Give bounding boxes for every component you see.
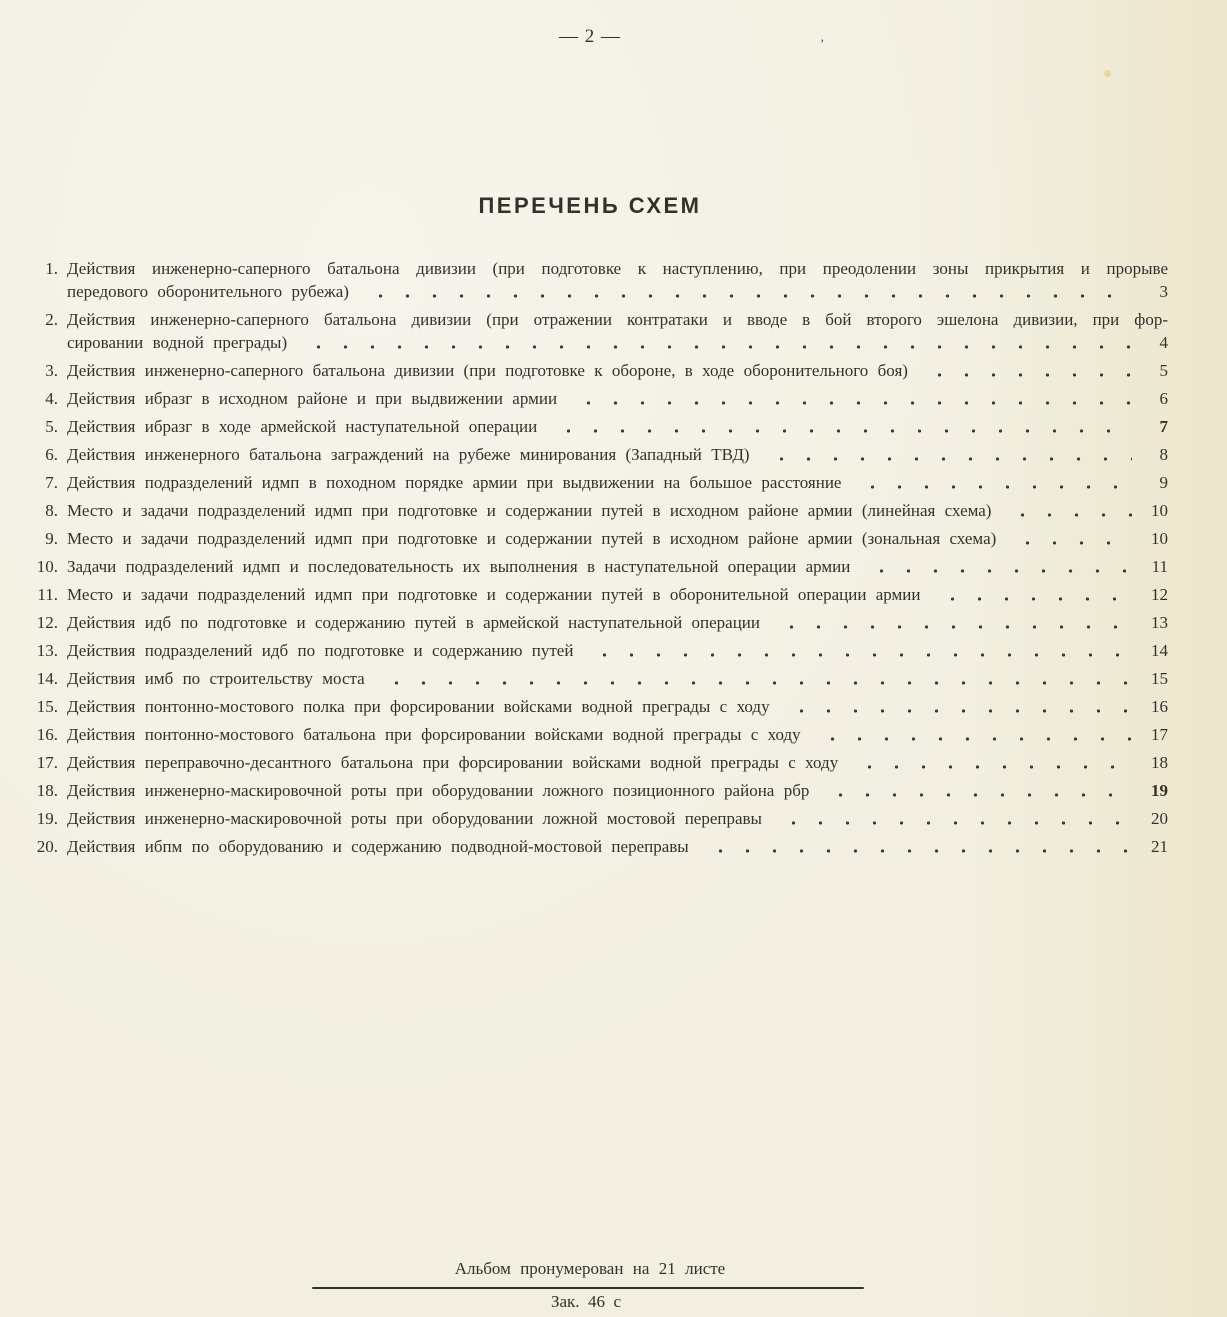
toc-entry-page: 10 xyxy=(1151,529,1168,548)
dot-leader xyxy=(772,611,1132,634)
toc-entry-text: Действия ибразг в ходе армейской наступательной операции xyxy=(67,417,538,436)
toc-entry-page: 4 xyxy=(1159,333,1168,352)
toc-entry-body xyxy=(67,695,1168,718)
dot-leader xyxy=(813,723,1132,746)
toc-entry-last-line xyxy=(67,835,1168,858)
toc-entry-page: 18 xyxy=(1151,753,1168,772)
toc-entry-page: 11 xyxy=(1151,557,1168,576)
dot-leader xyxy=(585,639,1132,662)
dot-leader xyxy=(1003,499,1132,522)
toc-entry-last-line xyxy=(67,611,1168,634)
dot-leader xyxy=(782,695,1132,718)
toc-entry-body xyxy=(67,639,1168,662)
toc-entry-text: Действия понтонно-мостового батальона при форсировании войсками водной преграды с ходу xyxy=(67,725,801,744)
toc-entry-page: 16 xyxy=(1151,697,1168,716)
toc-entry-last-line xyxy=(67,387,1168,410)
toc-entry-text: Действия инженерно-саперного батальона дивизии (при подготовке к обороне, в ходе оборонительного боя) xyxy=(67,361,908,380)
toc-entry-last-line xyxy=(67,280,1168,303)
toc-entry-text: Действия имб по строительству моста xyxy=(67,669,365,688)
toc-entry-page: 21 xyxy=(1151,837,1168,856)
toc-entry-page: 10 xyxy=(1151,501,1168,520)
dot-leader xyxy=(762,443,1132,466)
toc-entry xyxy=(28,257,1168,303)
toc-entry-page: 8 xyxy=(1159,445,1168,464)
toc-entry xyxy=(28,611,1168,634)
toc-entry-last-line xyxy=(67,359,1168,382)
toc-entry-page: 17 xyxy=(1151,725,1168,744)
toc-entry-last-line xyxy=(67,415,1168,438)
toc-entry-last-line xyxy=(67,443,1168,466)
toc-entry-body xyxy=(67,443,1168,466)
toc-entry-last-line xyxy=(67,471,1168,494)
toc-entry xyxy=(28,527,1168,550)
toc-entry xyxy=(28,667,1168,690)
toc-entry-number: 18. xyxy=(36,781,58,800)
toc-entry-body xyxy=(67,387,1168,410)
toc-entry-last-line xyxy=(67,331,1168,354)
toc-entry-last-line xyxy=(67,667,1168,690)
toc-entry-number: 11. xyxy=(37,585,58,604)
scan-stain xyxy=(1104,70,1111,77)
toc-entry-text-first-line: Действия инженерно-саперного батальона дивизии (при отражении контратаки и вводе в бой второго эшелона дивизии, при фор- xyxy=(67,310,1168,329)
toc-entry-text: Задачи подразделений идмп и последовательность их выполнения в наступательной операции армии xyxy=(67,557,851,576)
toc-entry-text: сировании водной преграды) xyxy=(67,333,288,352)
toc-entry-page: 15 xyxy=(1151,669,1168,688)
footer-note: Альбом пронумерован на 21 листе xyxy=(454,1259,726,1278)
toc-entry-body xyxy=(67,471,1168,494)
toc-entry xyxy=(28,359,1168,382)
toc-entry-page: 14 xyxy=(1151,641,1168,660)
toc-entry-page: 12 xyxy=(1151,585,1168,604)
dot-leader xyxy=(821,779,1132,802)
dot-leader xyxy=(549,415,1132,438)
toc-entry-number: 8. xyxy=(45,501,58,520)
toc-entry-body xyxy=(67,779,1168,802)
toc-entry-text: Действия подразделений идб по подготовке и содержанию путей xyxy=(67,641,574,660)
toc-entry-number: 2. xyxy=(45,310,58,329)
toc-entry-page: 5 xyxy=(1159,361,1168,380)
toc-entry-text: Действия инженерного батальона заграждений на рубеже минирования (Западный ТВД) xyxy=(67,445,750,464)
toc-entry-body xyxy=(67,583,1168,606)
toc-entry xyxy=(28,779,1168,802)
toc-entry-body xyxy=(67,667,1168,690)
toc-entry xyxy=(28,583,1168,606)
toc-entry-page: 7 xyxy=(1159,417,1168,436)
toc-entry-body xyxy=(67,527,1168,550)
toc-entry-number: 6. xyxy=(45,445,58,464)
toc-entry-number: 4. xyxy=(45,389,58,408)
toc-entry-page: 6 xyxy=(1159,389,1168,408)
toc-entry-text: Действия ибразг в исходном районе и при выдвижении армии xyxy=(67,389,558,408)
toc-entry xyxy=(28,308,1168,354)
toc-entry xyxy=(28,387,1168,410)
dot-leader xyxy=(361,280,1132,303)
footer-print-code: Зак. 46 с xyxy=(550,1292,622,1311)
dot-leader xyxy=(920,359,1132,382)
dot-leader xyxy=(933,583,1132,606)
toc-entry-last-line xyxy=(67,499,1168,522)
toc-entry-body xyxy=(67,611,1168,634)
toc-entry-page: 9 xyxy=(1159,473,1168,492)
toc-entry xyxy=(28,695,1168,718)
toc-entry-page: 20 xyxy=(1151,809,1168,828)
toc-entry-page: 3 xyxy=(1159,282,1168,301)
toc-entry xyxy=(28,555,1168,578)
toc-entry-number: 20. xyxy=(36,837,58,856)
dot-leader xyxy=(1008,527,1132,550)
toc-entry-text: Действия идб по подготовке и содержанию путей в армейской наступательной операции xyxy=(67,613,760,632)
toc-entry-last-line xyxy=(67,583,1168,606)
toc-entry xyxy=(28,499,1168,522)
toc-entry-body xyxy=(67,308,1168,354)
toc-entry-body xyxy=(67,499,1168,522)
toc-entry xyxy=(28,639,1168,662)
toc-entry-number: 19. xyxy=(36,809,58,828)
dot-leader xyxy=(853,471,1132,494)
toc-entry-body xyxy=(67,555,1168,578)
toc-entry-page: 19 xyxy=(1151,781,1168,800)
dot-leader xyxy=(862,555,1132,578)
toc-entry xyxy=(28,751,1168,774)
toc-entry-last-line xyxy=(67,723,1168,746)
toc-list xyxy=(28,257,1168,863)
toc-entry-last-line xyxy=(67,639,1168,662)
dot-leader xyxy=(774,807,1132,830)
dot-leader xyxy=(850,751,1132,774)
toc-entry-text: Место и задачи подразделений идмп при подготовке и содержании путей в исходном районе армии (зональная схема) xyxy=(67,529,997,548)
toc-entry-number: 1. xyxy=(45,259,58,278)
toc-entry-text: Действия подразделений идмп в походном порядке армии при выдвижении на большое расстояние xyxy=(67,473,842,492)
dot-leader xyxy=(377,667,1132,690)
toc-entry-page: 13 xyxy=(1151,613,1168,632)
toc-entry-number: 14. xyxy=(36,669,58,688)
toc-entry-body xyxy=(67,257,1168,303)
dot-leader xyxy=(701,835,1132,858)
toc-entry-text: Действия ибпм по оборудованию и содержанию подводной-мостовой переправы xyxy=(67,837,689,856)
toc-entry-number: 10. xyxy=(36,557,58,576)
dot-leader xyxy=(299,331,1132,354)
toc-entry-number: 9. xyxy=(45,529,58,548)
dot-leader xyxy=(569,387,1132,410)
toc-entry-last-line xyxy=(67,555,1168,578)
toc-entry-last-line xyxy=(67,751,1168,774)
toc-entry-text: Действия понтонно-мостового полка при форсировании войсками водной преграды с ходу xyxy=(67,697,770,716)
toc-entry-last-line xyxy=(67,807,1168,830)
toc-entry-text: Место и задачи подразделений идмп при подготовке и содержании путей в исходном районе армии (линейная схема) xyxy=(67,501,992,520)
toc-entry-last-line xyxy=(67,695,1168,718)
toc-entry-last-line xyxy=(67,779,1168,802)
toc-entry xyxy=(28,723,1168,746)
toc-entry-last-line xyxy=(67,527,1168,550)
toc-entry-text: Место и задачи подразделений идмп при подготовке и содержании путей в оборонительной операции армии xyxy=(67,585,921,604)
toc-entry-body xyxy=(67,359,1168,382)
toc-entry-text: Действия переправочно-десантного батальона при форсировании войсками водной преграды с ходу xyxy=(67,753,839,772)
toc-entry-body xyxy=(67,415,1168,438)
toc-entry-number: 3. xyxy=(45,361,58,380)
toc-entry-text: Действия инженерно-маскировочной роты при оборудовании ложной мостовой переправы xyxy=(67,809,762,828)
toc-entry-number: 13. xyxy=(36,641,58,660)
scan-speck: ’ xyxy=(820,36,825,51)
toc-entry xyxy=(28,415,1168,438)
toc-entry-text: Действия инженерно-маскировочной роты при оборудовании ложного позиционного района рбр xyxy=(67,781,810,800)
toc-entry xyxy=(28,443,1168,466)
toc-entry-number: 12. xyxy=(36,613,58,632)
toc-entry xyxy=(28,807,1168,830)
toc-entry-number: 15. xyxy=(36,697,58,716)
toc-entry-body xyxy=(67,723,1168,746)
toc-entry-body xyxy=(67,807,1168,830)
toc-entry xyxy=(28,835,1168,858)
toc-entry xyxy=(28,471,1168,494)
page-number: — 2 — xyxy=(559,26,621,47)
page-title: ПЕРЕЧЕНЬ СХЕМ xyxy=(478,193,702,218)
toc-entry-number: 17. xyxy=(36,753,58,772)
toc-entry-text-first-line: Действия инженерно-саперного батальона дивизии (при подготовке к наступлению, при преодолении зоны прикрытия и прорыве xyxy=(67,259,1168,278)
toc-entry-text: передового оборонительного рубежа) xyxy=(67,282,349,301)
toc-entry-body xyxy=(67,835,1168,858)
toc-entry-body xyxy=(67,751,1168,774)
toc-entry-number: 5. xyxy=(45,417,58,436)
footer-rule xyxy=(312,1287,864,1289)
toc-entry-number: 7. xyxy=(45,473,58,492)
toc-entry-number: 16. xyxy=(36,725,58,744)
